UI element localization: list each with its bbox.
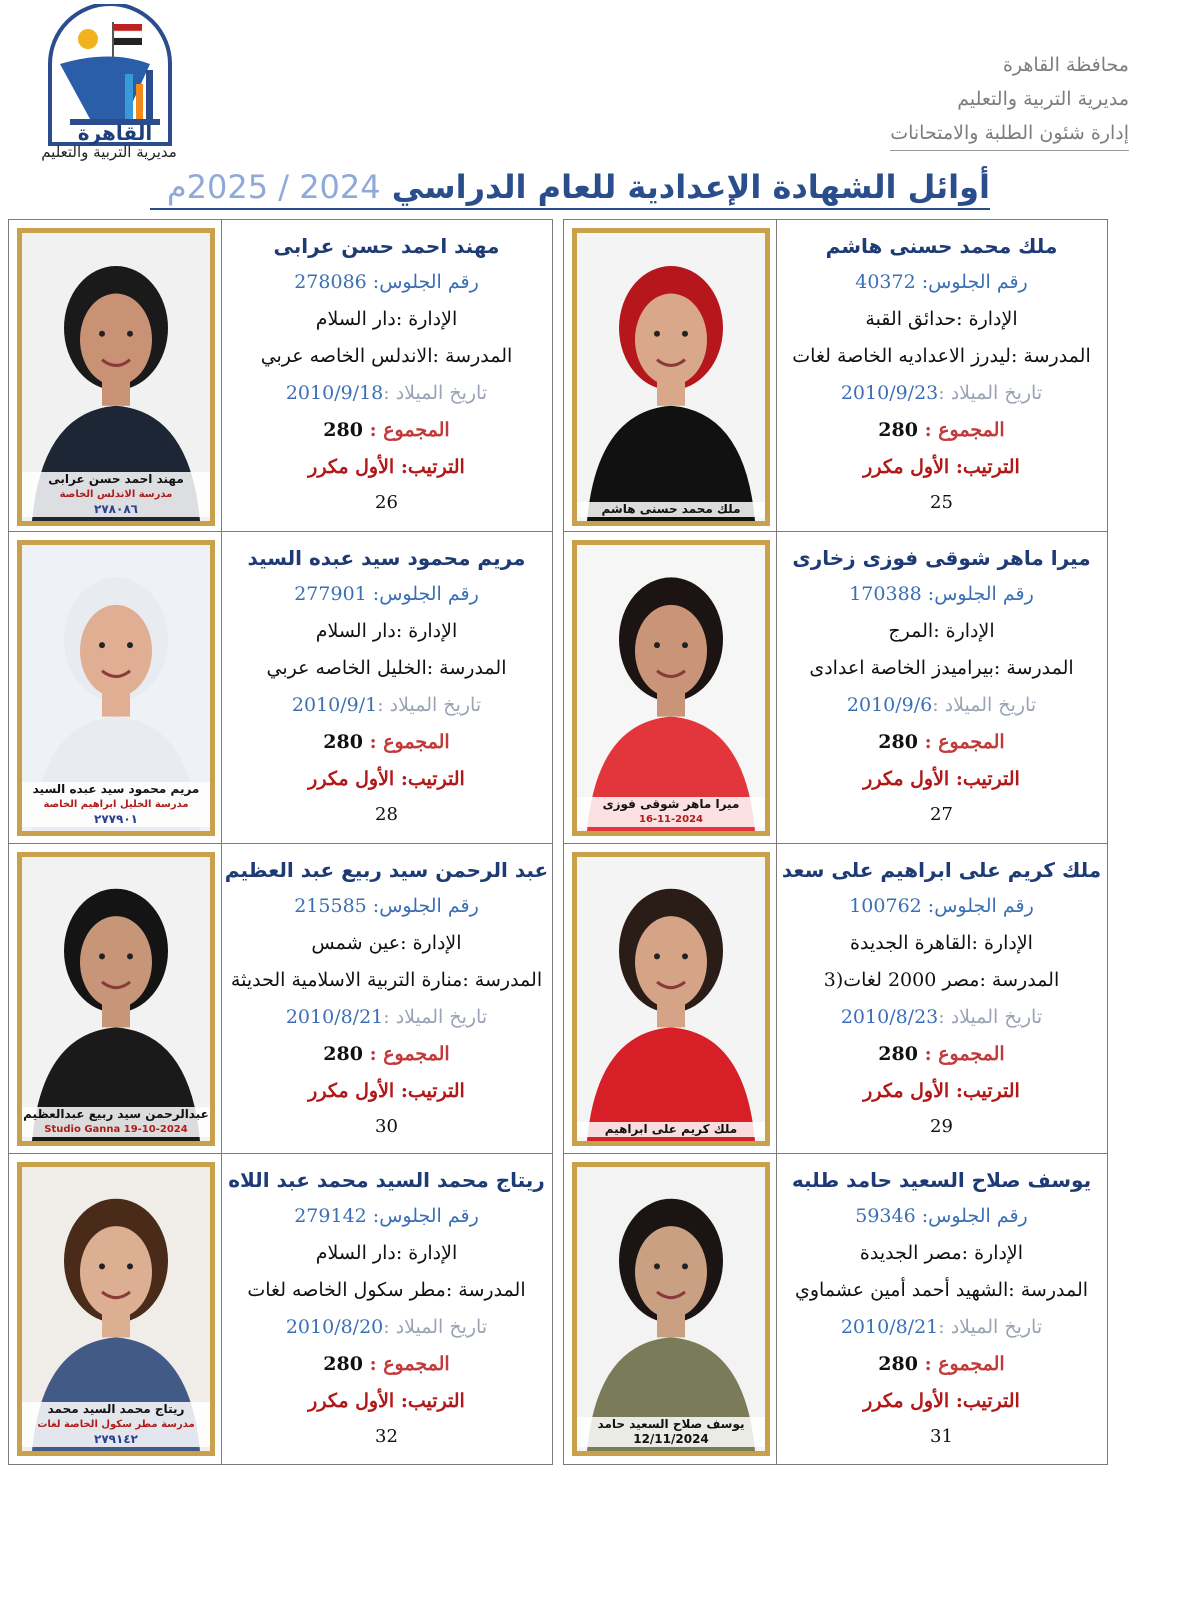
total-score — [221, 1346, 552, 1383]
student-photo — [22, 857, 210, 1141]
total-score — [221, 412, 552, 449]
student-info — [221, 532, 552, 844]
school-value: ليدرز الاعداديه الخاصة لغات — [792, 345, 1011, 367]
governorate-text: محافظة القاهرة — [1002, 54, 1129, 76]
school-label: المدرسة : — [426, 657, 507, 679]
rank — [221, 1073, 552, 1110]
school-value: مطر سكول الخاصه لغات — [247, 1279, 446, 1301]
total-label: المجموع : — [924, 1043, 1005, 1065]
student-name: ميرا ماهر شوقى فوزى زخارى — [792, 546, 1091, 570]
rank-label: الترتيب: — [955, 1390, 1020, 1412]
birth-date — [221, 687, 552, 724]
dob-value: 2010/9/23 — [840, 382, 939, 404]
school — [776, 338, 1107, 375]
admin-label: الإدارة : — [956, 308, 1018, 330]
school-label: المدرسة : — [1008, 1279, 1089, 1301]
admin-value: القاهرة الجديدة — [850, 932, 972, 954]
school-value: الخليل الخاصه عربي — [266, 657, 427, 679]
rank-label: الترتيب: — [400, 1080, 465, 1102]
student-name: مريم محمود سيد عبده السيد — [247, 546, 526, 570]
seat-value: 279142 — [294, 1205, 367, 1227]
school — [221, 962, 552, 999]
photo-frame — [17, 1162, 215, 1456]
student-name: ملك كريم على ابراهيم على سعد — [781, 858, 1102, 882]
school-label: المدرسة : — [979, 969, 1060, 991]
photo-caption — [577, 502, 765, 517]
school — [776, 1272, 1107, 1309]
rank-value: الأول مكرر — [863, 1080, 950, 1102]
admin-label: الإدارة : — [961, 1242, 1024, 1264]
school-label: المدرسة : — [1010, 345, 1091, 367]
administration — [221, 925, 552, 962]
dob-label: تاريخ الميلاد : — [938, 1006, 1043, 1028]
administration — [221, 301, 552, 338]
student-index: 25 — [930, 492, 953, 513]
dob-label: تاريخ الميلاد : — [383, 382, 488, 404]
rank-label: الترتيب: — [955, 456, 1020, 478]
photo-caption — [577, 797, 765, 827]
photo-frame — [17, 228, 215, 526]
dob-value: 2010/8/21 — [285, 1006, 384, 1028]
school-label: المدرسة : — [445, 1279, 526, 1301]
total-label: المجموع : — [369, 419, 450, 441]
photo-frame — [572, 540, 770, 836]
photo-caption-number: ٢٧٩١٤٢ — [94, 1432, 138, 1446]
school — [776, 962, 1107, 999]
dob-label: تاريخ الميلاد : — [932, 694, 1037, 716]
photo-caption-school: 16-11-2024 — [639, 814, 703, 825]
seat-label: رقم الجلوس: — [927, 583, 1034, 605]
student-photo — [22, 545, 210, 831]
school — [221, 1272, 552, 1309]
seat-label: رقم الجلوس: — [372, 1205, 479, 1227]
seat-number — [776, 1198, 1107, 1235]
photo-cell — [564, 220, 777, 534]
logo-caption: مديرية التربية والتعليم — [41, 143, 177, 161]
rank-label: الترتيب: — [955, 768, 1020, 790]
dob-value: 2010/8/20 — [285, 1316, 384, 1338]
student-photo — [577, 857, 765, 1141]
photo-caption-school: مدرسة الخليل ابراهيم الخاصة — [43, 799, 189, 810]
total-label: المجموع : — [369, 1043, 450, 1065]
student-index: 30 — [375, 1116, 398, 1137]
seat-label: رقم الجلوس: — [372, 271, 479, 293]
total-score — [221, 724, 552, 761]
photo-caption-number: ٢٧٧٩٠١ — [94, 812, 138, 826]
administration — [221, 613, 552, 650]
admin-label: الإدارة : — [971, 932, 1033, 954]
total-value: 280 — [323, 1353, 363, 1375]
seat-number — [776, 264, 1107, 301]
portrait-icon — [577, 233, 765, 521]
rank-value: الأول مكرر — [308, 1080, 395, 1102]
portrait-icon — [577, 857, 765, 1141]
student-name: يوسف صلاح السعيد حامد طلبه — [791, 1168, 1092, 1192]
student-photo — [577, 233, 765, 521]
admin-label: الإدارة : — [933, 620, 995, 642]
seat-label: رقم الجلوس: — [927, 895, 1034, 917]
photo-caption-school: مدرسة مطر سكول الخاصة لغات — [37, 1419, 195, 1430]
total-score — [776, 1036, 1107, 1073]
student-index: 31 — [930, 1426, 953, 1447]
seat-value: 170388 — [849, 583, 922, 605]
school — [221, 338, 552, 375]
birth-date — [221, 1309, 552, 1346]
portrait-icon — [577, 545, 765, 831]
total-value: 280 — [878, 1043, 918, 1065]
total-label: المجموع : — [924, 1353, 1005, 1375]
seat-number — [221, 576, 552, 613]
student-index: 32 — [375, 1426, 398, 1447]
seat-number — [221, 1198, 552, 1235]
photo-caption — [577, 1417, 765, 1447]
directorate-text: مديرية التربية والتعليم — [957, 88, 1129, 110]
admin-value: دار السلام — [315, 1242, 396, 1264]
birth-date — [776, 999, 1107, 1036]
school-label: المدرسة : — [432, 345, 513, 367]
total-value: 280 — [323, 731, 363, 753]
student-info — [221, 220, 552, 534]
student-card — [563, 843, 1108, 1155]
birth-date — [221, 999, 552, 1036]
total-score — [776, 412, 1107, 449]
total-label: المجموع : — [924, 731, 1005, 753]
administration — [776, 613, 1107, 650]
school-value: الاندلس الخاصه عربي — [260, 345, 433, 367]
total-score — [776, 724, 1107, 761]
student-info — [776, 1154, 1107, 1464]
administration — [776, 925, 1107, 962]
student-name: مهند احمد حسن عرابى — [273, 234, 500, 258]
photo-caption — [577, 1122, 765, 1137]
photo-caption-name: عبدالرحمن سيد ربيع عبدالعظيم — [23, 1107, 209, 1121]
admin-value: حدائق القبة — [865, 308, 957, 330]
department-text: إدارة شئون الطلبة والامتحانات — [890, 116, 1129, 151]
student-card — [563, 1153, 1108, 1465]
photo-cell — [9, 220, 222, 534]
rank — [221, 449, 552, 486]
student-index: 28 — [375, 804, 398, 825]
total-value: 280 — [323, 1043, 363, 1065]
student-name: عبد الرحمن سيد ربيع عبد العظيم — [224, 858, 549, 882]
photo-cell — [9, 844, 222, 1154]
total-value: 280 — [323, 419, 363, 441]
photo-frame — [17, 540, 215, 836]
seat-label: رقم الجلوس: — [372, 583, 479, 605]
rank-value: الأول مكرر — [863, 1390, 950, 1412]
rank-label: الترتيب: — [400, 1390, 465, 1412]
portrait-icon — [22, 857, 210, 1141]
photo-caption-name: ملك محمد حسنى هاشم — [601, 502, 741, 516]
rank — [221, 761, 552, 798]
photo-caption-name: ميرا ماهر شوقى فوزى — [602, 797, 740, 811]
svg-text:القاهرة: القاهرة — [77, 121, 153, 145]
photo-caption-school: مدرسة الاندلس الخاصة — [59, 489, 173, 500]
student-name: ريتاج محمد السيد محمد عبد اللاه — [228, 1168, 545, 1192]
student-photo — [577, 545, 765, 831]
school — [776, 650, 1107, 687]
seat-value: 215585 — [294, 895, 367, 917]
seat-number — [776, 888, 1107, 925]
birth-date — [776, 1309, 1107, 1346]
total-label: المجموع : — [369, 731, 450, 753]
administration — [221, 1235, 552, 1272]
student-card — [563, 219, 1108, 535]
rank — [776, 1383, 1107, 1420]
school-value: مصر 2000 لغات(3 — [823, 969, 980, 991]
dob-value: 2010/9/1 — [291, 694, 378, 716]
total-label: المجموع : — [924, 419, 1005, 441]
rank — [776, 1073, 1107, 1110]
page-title — [150, 168, 990, 210]
header-block — [890, 48, 1129, 151]
photo-caption-name: ريتاج محمد السيد محمد — [47, 1402, 185, 1416]
rank — [776, 761, 1107, 798]
student-photo — [577, 1167, 765, 1451]
school — [221, 650, 552, 687]
student-card — [8, 843, 553, 1155]
photo-frame — [572, 1162, 770, 1456]
admin-value: المرج — [888, 620, 934, 642]
photo-caption — [22, 1107, 210, 1137]
photo-caption — [22, 472, 210, 517]
total-value: 280 — [878, 419, 918, 441]
rank-value: الأول مكرر — [308, 456, 395, 478]
rank-label: الترتيب: — [955, 1080, 1020, 1102]
dob-label: تاريخ الميلاد : — [938, 1316, 1043, 1338]
seat-number — [221, 888, 552, 925]
student-card — [8, 1153, 553, 1465]
rank — [776, 449, 1107, 486]
admin-label: الإدارة : — [395, 1242, 458, 1264]
photo-cell — [564, 844, 777, 1154]
student-index: 27 — [930, 804, 953, 825]
rank-label: الترتيب: — [400, 456, 465, 478]
student-info — [221, 844, 552, 1154]
administration — [776, 1235, 1107, 1272]
seat-number — [776, 576, 1107, 613]
dob-label: تاريخ الميلاد : — [938, 382, 1043, 404]
student-index: 29 — [930, 1116, 953, 1137]
rank-value: الأول مكرر — [308, 1390, 395, 1412]
student-name: ملك محمد حسنى هاشم — [825, 234, 1058, 258]
total-score — [776, 1346, 1107, 1383]
photo-cell — [564, 1154, 777, 1464]
rank-value: الأول مكرر — [863, 456, 950, 478]
student-index: 26 — [375, 492, 398, 513]
total-value: 280 — [878, 1353, 918, 1375]
photo-caption-name: مهند احمد حسن عرابى — [48, 472, 184, 486]
birth-date — [776, 687, 1107, 724]
seat-value: 100762 — [849, 895, 922, 917]
seat-label: رقم الجلوس: — [372, 895, 479, 917]
photo-cell — [564, 532, 777, 844]
student-info — [776, 844, 1107, 1154]
photo-caption-number: ٢٧٨٠٨٦ — [94, 502, 138, 516]
seat-number — [221, 264, 552, 301]
student-card — [8, 531, 553, 845]
school-label: المدرسة : — [993, 657, 1074, 679]
title-year: 2024 / 2025م — [166, 168, 381, 206]
total-label: المجموع : — [369, 1353, 450, 1375]
student-card — [563, 531, 1108, 845]
seat-value: 40372 — [855, 271, 916, 293]
student-info — [221, 1154, 552, 1464]
rank — [221, 1383, 552, 1420]
photo-caption-name: مريم محمود سيد عبده السيد — [32, 782, 200, 796]
admin-label: الإدارة : — [395, 308, 458, 330]
admin-value: دار السلام — [315, 620, 396, 642]
photo-cell — [9, 532, 222, 844]
school-value: الشهيد أحمد أمين عشماوي — [794, 1279, 1009, 1301]
student-info — [776, 220, 1107, 534]
birth-date — [776, 375, 1107, 412]
dob-value: 2010/8/21 — [840, 1316, 939, 1338]
school-label: المدرسة : — [462, 969, 543, 991]
logo-icon — [30, 4, 190, 149]
seat-value: 59346 — [855, 1205, 916, 1227]
seat-value: 278086 — [294, 271, 367, 293]
rank-value: الأول مكرر — [863, 768, 950, 790]
dob-value: 2010/9/18 — [285, 382, 384, 404]
seat-label: رقم الجلوس: — [921, 271, 1028, 293]
student-info — [776, 532, 1107, 844]
portrait-icon — [577, 1167, 765, 1451]
title-text: أوائل الشهادة الإعدادية للعام الدراسي — [391, 168, 990, 206]
admin-value: عين شمس — [311, 932, 401, 954]
student-photo — [22, 1167, 210, 1451]
admin-value: دار السلام — [315, 308, 396, 330]
dob-value: 2010/9/6 — [846, 694, 933, 716]
rank-value: الأول مكرر — [308, 768, 395, 790]
photo-caption-name: ملك كريم على ابراهيم — [604, 1122, 738, 1136]
dob-label: تاريخ الميلاد : — [383, 1316, 488, 1338]
rank-label: الترتيب: — [400, 768, 465, 790]
seat-label: رقم الجلوس: — [921, 1205, 1028, 1227]
total-value: 280 — [878, 731, 918, 753]
admin-label: الإدارة : — [395, 620, 458, 642]
total-score — [221, 1036, 552, 1073]
photo-frame — [17, 852, 215, 1146]
school-value: بيراميدز الخاصة اعدادى — [809, 657, 994, 679]
dob-label: تاريخ الميلاد : — [383, 1006, 488, 1028]
photo-frame — [572, 852, 770, 1146]
dob-value: 2010/8/23 — [840, 1006, 939, 1028]
administration — [776, 301, 1107, 338]
student-photo — [22, 233, 210, 521]
photo-caption — [22, 782, 210, 827]
admin-label: الإدارة : — [400, 932, 462, 954]
photo-caption-name: يوسف صلاح السعيد حامد 12/11/2024 — [597, 1417, 745, 1446]
dob-label: تاريخ الميلاد : — [377, 694, 482, 716]
seat-value: 277901 — [294, 583, 367, 605]
student-card — [8, 219, 553, 535]
school-value: منارة التربية الاسلامية الحديثة — [230, 969, 463, 991]
birth-date — [221, 375, 552, 412]
photo-caption — [22, 1402, 210, 1447]
students-grid — [8, 219, 1130, 1553]
admin-value: مصر الجديدة — [859, 1242, 962, 1264]
photo-caption-school: Studio Ganna 19-10-2024 — [44, 1124, 188, 1135]
photo-cell — [9, 1154, 222, 1464]
photo-frame — [572, 228, 770, 526]
